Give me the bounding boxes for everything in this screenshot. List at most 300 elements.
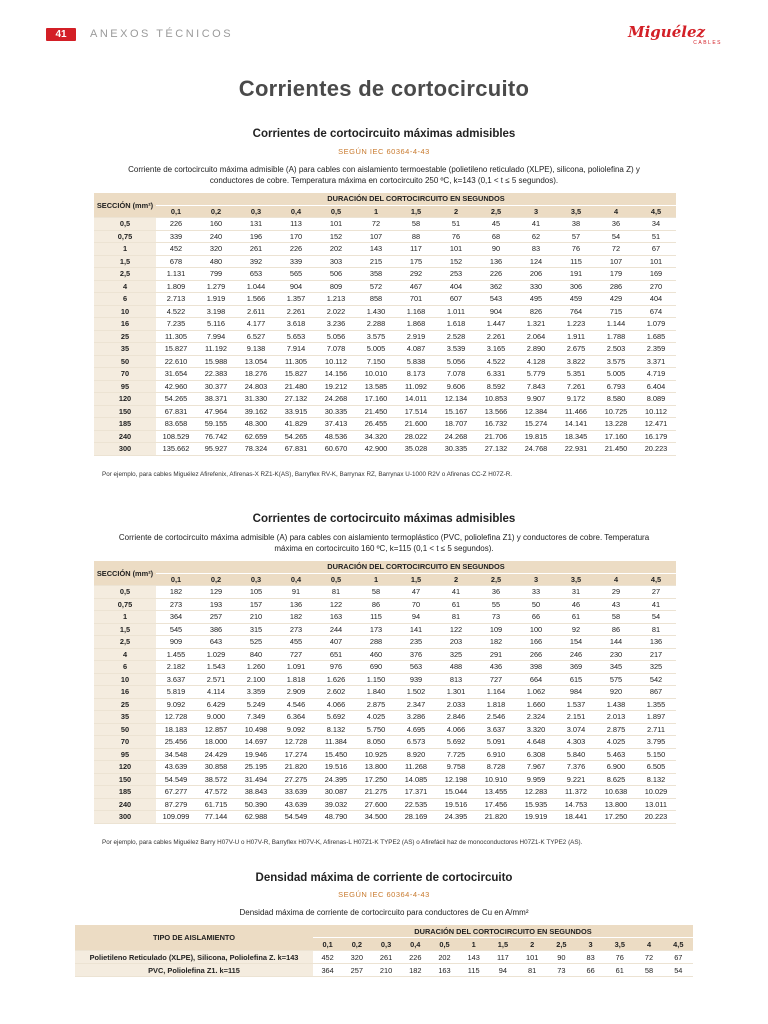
value-cell: 51 xyxy=(636,230,676,243)
section-3-norm: SEGÚN IEC 60364-4-43 xyxy=(338,890,430,899)
value-cell: 2.919 xyxy=(396,330,436,343)
value-cell: 436 xyxy=(476,661,516,674)
value-cell: 54.265 xyxy=(276,430,316,443)
value-cell: 764 xyxy=(556,305,596,318)
value-cell: 136 xyxy=(636,636,676,649)
value-cell: 77.144 xyxy=(196,811,236,824)
value-cell: 330 xyxy=(516,280,556,293)
table-header-row xyxy=(94,561,676,573)
duration-header-cell: 3,5 xyxy=(556,205,596,218)
value-cell: 101 xyxy=(636,255,676,268)
value-cell: 4.087 xyxy=(396,343,436,356)
value-cell: 210 xyxy=(236,611,276,624)
value-cell: 5.692 xyxy=(436,736,476,749)
value-cell: 215 xyxy=(356,255,396,268)
value-cell: 273 xyxy=(276,623,316,636)
table-row xyxy=(94,598,676,611)
value-cell: 2.875 xyxy=(356,698,396,711)
value-cell: 452 xyxy=(156,243,196,256)
value-cell: 15.044 xyxy=(436,786,476,799)
value-cell: 1.919 xyxy=(196,293,236,306)
value-cell: 813 xyxy=(436,673,476,686)
value-cell: 51 xyxy=(436,218,476,231)
value-cell: 266 xyxy=(516,648,556,661)
value-cell: 2.064 xyxy=(516,330,556,343)
value-cell: 2.359 xyxy=(636,343,676,356)
value-cell: 11.305 xyxy=(276,355,316,368)
value-cell: 94 xyxy=(488,964,517,977)
value-cell: 43.639 xyxy=(156,761,196,774)
duration-header-cell: 1 xyxy=(459,938,488,951)
value-cell: 4.114 xyxy=(196,686,236,699)
value-cell: 939 xyxy=(396,673,436,686)
value-cell: 1.818 xyxy=(476,698,516,711)
value-cell: 48.790 xyxy=(316,811,356,824)
duration-header-cell: 0,4 xyxy=(276,573,316,586)
section-2-description: Corriente de cortocircuito máxima admisible (A) para cables con aislamiento termoplástico (PVC, poliolefina Z1) y conductores de cobre. Temperatura máxima en cortocircuito 160 ºC, k=115 (0,1 < t ≤ 5 segundos). xyxy=(118,533,650,553)
short-circuit-table-xlpe xyxy=(94,193,676,456)
value-cell: 1.044 xyxy=(236,280,276,293)
table-header-row xyxy=(75,925,693,938)
duration-header-cell: 4 xyxy=(634,938,663,951)
row-label-cell: 150 xyxy=(94,405,156,418)
value-cell: 58 xyxy=(356,586,396,599)
value-cell: 113 xyxy=(276,218,316,231)
row-label-cell: 120 xyxy=(94,761,156,774)
value-cell: 480 xyxy=(196,255,236,268)
value-cell: 230 xyxy=(596,648,636,661)
value-cell: 8.592 xyxy=(476,380,516,393)
value-cell: 3.822 xyxy=(556,355,596,368)
value-cell: 21.450 xyxy=(356,405,396,418)
value-cell: 21.706 xyxy=(476,430,516,443)
value-cell: 54 xyxy=(596,230,636,243)
value-cell: 5.692 xyxy=(316,711,356,724)
value-cell: 1.079 xyxy=(636,318,676,331)
value-cell: 261 xyxy=(236,243,276,256)
value-cell: 7.235 xyxy=(156,318,196,331)
value-cell: 83.658 xyxy=(156,418,196,431)
value-cell: 563 xyxy=(396,661,436,674)
value-cell: 4.546 xyxy=(276,698,316,711)
value-cell: 643 xyxy=(196,636,236,649)
value-cell: 543 xyxy=(476,293,516,306)
value-cell: 41 xyxy=(436,586,476,599)
value-cell: 701 xyxy=(396,293,436,306)
row-label-cell: 0,75 xyxy=(94,598,156,611)
value-cell: 984 xyxy=(556,686,596,699)
value-cell: 8.580 xyxy=(596,393,636,406)
value-cell: 1.279 xyxy=(196,280,236,293)
value-cell: 11.305 xyxy=(156,330,196,343)
value-cell: 154 xyxy=(556,636,596,649)
value-cell: 565 xyxy=(276,268,316,281)
value-cell: 66 xyxy=(576,964,605,977)
value-cell: 4.177 xyxy=(236,318,276,331)
value-cell: 76.742 xyxy=(196,430,236,443)
value-cell: 24.768 xyxy=(516,443,556,456)
value-cell: 90 xyxy=(476,243,516,256)
value-cell: 1.091 xyxy=(276,661,316,674)
value-cell: 39.032 xyxy=(316,798,356,811)
row-label-cell: 1 xyxy=(94,611,156,624)
value-cell: 182 xyxy=(276,611,316,624)
value-cell: 124 xyxy=(516,255,556,268)
value-cell: 47.572 xyxy=(196,786,236,799)
value-cell: 495 xyxy=(516,293,556,306)
table-row xyxy=(94,736,676,749)
value-cell: 2.713 xyxy=(156,293,196,306)
table-row xyxy=(94,786,676,799)
value-cell: 4.066 xyxy=(316,698,356,711)
value-cell: 6.429 xyxy=(196,698,236,711)
section-label: ANEXOS TÉCNICOS xyxy=(90,28,234,40)
value-cell: 169 xyxy=(636,268,676,281)
value-cell: 62 xyxy=(516,230,556,243)
value-cell: 858 xyxy=(356,293,396,306)
value-cell: 196 xyxy=(236,230,276,243)
row-label-cell: 50 xyxy=(94,723,156,736)
value-cell: 9.221 xyxy=(556,773,596,786)
value-cell: 27.132 xyxy=(476,443,516,456)
section-1-norm: SEGÚN IEC 60364-4-43 xyxy=(338,147,430,156)
value-cell: 3.236 xyxy=(316,318,356,331)
value-cell: 107 xyxy=(356,230,396,243)
value-cell: 18.345 xyxy=(556,430,596,443)
value-cell: 81 xyxy=(316,586,356,599)
row-label-cell: 300 xyxy=(94,811,156,824)
value-cell: 651 xyxy=(316,648,356,661)
value-cell: 76 xyxy=(436,230,476,243)
table-row xyxy=(94,636,676,649)
duration-header-cell: 0,2 xyxy=(196,573,236,586)
value-cell: 203 xyxy=(436,636,476,649)
value-cell: 11.192 xyxy=(196,343,236,356)
table-row xyxy=(94,318,676,331)
value-cell: 404 xyxy=(436,280,476,293)
value-cell: 9.172 xyxy=(556,393,596,406)
value-cell: 364 xyxy=(156,611,196,624)
value-cell: 57 xyxy=(556,230,596,243)
value-cell: 15.827 xyxy=(276,368,316,381)
value-cell: 33.639 xyxy=(276,786,316,799)
row-label-cell: 120 xyxy=(94,393,156,406)
value-cell: 45 xyxy=(476,218,516,231)
value-cell: 2.324 xyxy=(516,711,556,724)
value-cell: 135.662 xyxy=(156,443,196,456)
duration-header-cell: 1,5 xyxy=(396,205,436,218)
value-cell: 488 xyxy=(436,661,476,674)
row-label-cell: 0,5 xyxy=(94,218,156,231)
value-cell: 3.286 xyxy=(396,711,436,724)
value-cell: 86 xyxy=(356,598,396,611)
row-label-cell: 185 xyxy=(94,786,156,799)
value-cell: 1.543 xyxy=(196,661,236,674)
value-cell: 67.831 xyxy=(276,443,316,456)
value-cell: 2.546 xyxy=(476,711,516,724)
value-cell: 6.364 xyxy=(276,711,316,724)
value-cell: 3.198 xyxy=(196,305,236,318)
duration-header-cell: 0,3 xyxy=(371,938,400,951)
value-cell: 193 xyxy=(196,598,236,611)
value-cell: 67 xyxy=(664,951,693,964)
row-label-cell: 2,5 xyxy=(94,268,156,281)
value-cell: 16.179 xyxy=(636,430,676,443)
value-cell: 30.858 xyxy=(196,761,236,774)
row-label-cell: 70 xyxy=(94,368,156,381)
value-cell: 170 xyxy=(276,230,316,243)
value-cell: 7.376 xyxy=(556,761,596,774)
value-cell: 25.195 xyxy=(236,761,276,774)
value-cell: 1.164 xyxy=(476,686,516,699)
table-row xyxy=(94,686,676,699)
value-cell: 10.029 xyxy=(636,786,676,799)
value-cell: 1.168 xyxy=(396,305,436,318)
value-cell: 46 xyxy=(556,598,596,611)
value-cell: 109 xyxy=(476,623,516,636)
value-cell: 24.395 xyxy=(316,773,356,786)
column-header-section: SECCIÓN (mm²) xyxy=(94,561,156,586)
value-cell: 4.025 xyxy=(596,736,636,749)
value-cell: 10.638 xyxy=(596,786,636,799)
value-cell: 2.033 xyxy=(436,698,476,711)
value-cell: 14.141 xyxy=(556,418,596,431)
value-cell: 61.715 xyxy=(196,798,236,811)
table-row xyxy=(94,723,676,736)
value-cell: 288 xyxy=(356,636,396,649)
value-cell: 240 xyxy=(196,230,236,243)
value-cell: 48.300 xyxy=(236,418,276,431)
value-cell: 54 xyxy=(664,964,693,977)
value-cell: 9.959 xyxy=(516,773,556,786)
value-cell: 542 xyxy=(636,673,676,686)
value-cell: 55 xyxy=(476,598,516,611)
value-cell: 206 xyxy=(516,268,556,281)
value-cell: 3.539 xyxy=(436,343,476,356)
duration-header-cell: 0,3 xyxy=(236,205,276,218)
value-cell: 1.566 xyxy=(236,293,276,306)
duration-header-cell: 0,5 xyxy=(430,938,459,951)
value-cell: 12.384 xyxy=(516,405,556,418)
value-cell: 94 xyxy=(396,611,436,624)
value-cell: 27.275 xyxy=(276,773,316,786)
value-cell: 12.728 xyxy=(276,736,316,749)
value-cell: 575 xyxy=(596,673,636,686)
row-label-cell: 35 xyxy=(94,711,156,724)
value-cell: 325 xyxy=(436,648,476,661)
value-cell: 11.268 xyxy=(396,761,436,774)
value-cell: 2.503 xyxy=(596,343,636,356)
value-cell: 292 xyxy=(396,268,436,281)
value-cell: 2.875 xyxy=(596,723,636,736)
value-cell: 73 xyxy=(476,611,516,624)
value-cell: 25.456 xyxy=(156,736,196,749)
value-cell: 15.988 xyxy=(196,355,236,368)
duration-header-cell: 2 xyxy=(436,205,476,218)
table-row xyxy=(94,280,676,293)
table-header-row xyxy=(94,193,676,205)
value-cell: 226 xyxy=(401,951,430,964)
value-cell: 7.078 xyxy=(316,343,356,356)
value-cell: 386 xyxy=(196,623,236,636)
value-cell: 4.648 xyxy=(516,736,556,749)
value-cell: 24.395 xyxy=(436,811,476,824)
short-circuit-table-pvc xyxy=(94,561,676,824)
value-cell: 105 xyxy=(236,586,276,599)
value-cell: 14.697 xyxy=(236,736,276,749)
value-cell: 17.160 xyxy=(356,393,396,406)
value-cell: 9.092 xyxy=(156,698,196,711)
value-cell: 50.390 xyxy=(236,798,276,811)
column-header-duration: DURACIÓN DEL CORTOCIRCUITO EN SEGUNDOS xyxy=(156,193,676,205)
value-cell: 152 xyxy=(436,255,476,268)
value-cell: 13.585 xyxy=(356,380,396,393)
value-cell: 467 xyxy=(396,280,436,293)
value-cell: 5.750 xyxy=(356,723,396,736)
value-cell: 6.404 xyxy=(636,380,676,393)
table-row xyxy=(94,230,676,243)
value-cell: 95.927 xyxy=(196,443,236,456)
value-cell: 1.357 xyxy=(276,293,316,306)
value-cell: 17.274 xyxy=(276,748,316,761)
value-cell: 429 xyxy=(596,293,636,306)
value-cell: 13.011 xyxy=(636,798,676,811)
value-cell: 5.150 xyxy=(636,748,676,761)
value-cell: 62.659 xyxy=(236,430,276,443)
value-cell: 235 xyxy=(396,636,436,649)
value-cell: 5.351 xyxy=(556,368,596,381)
value-cell: 54.549 xyxy=(156,773,196,786)
column-header-type: TIPO DE AISLAMIENTO xyxy=(75,925,313,951)
value-cell: 1.537 xyxy=(556,698,596,711)
value-cell: 286 xyxy=(596,280,636,293)
value-cell: 1.430 xyxy=(356,305,396,318)
value-cell: 157 xyxy=(236,598,276,611)
value-cell: 7.078 xyxy=(436,368,476,381)
value-cell: 36 xyxy=(476,586,516,599)
value-cell: 1.502 xyxy=(396,686,436,699)
value-cell: 141 xyxy=(396,623,436,636)
value-cell: 1.029 xyxy=(196,648,236,661)
value-cell: 376 xyxy=(396,648,436,661)
value-cell: 2.675 xyxy=(556,343,596,356)
value-cell: 22.610 xyxy=(156,355,196,368)
value-cell: 182 xyxy=(156,586,196,599)
value-cell: 4.522 xyxy=(476,355,516,368)
value-cell: 2.261 xyxy=(476,330,516,343)
duration-header-cell: 0,1 xyxy=(313,938,342,951)
section-2-note: Por ejemplo, para cables Miguélez Barry H07V-U o H07V-R, Barryflex H07V-K, Afirenas-L H07Z1-K TYPE2 (AS) o Afirefácil haz de monoconductores H07Z1-K TYPE2 (AS). xyxy=(102,839,583,846)
value-cell: 4.066 xyxy=(436,723,476,736)
table-row xyxy=(75,951,693,964)
value-cell: 10.112 xyxy=(636,405,676,418)
value-cell: 38.843 xyxy=(236,786,276,799)
value-cell: 19.815 xyxy=(516,430,556,443)
value-cell: 143 xyxy=(459,951,488,964)
value-cell: 11.372 xyxy=(556,786,596,799)
value-cell: 41 xyxy=(636,598,676,611)
value-cell: 81 xyxy=(518,964,547,977)
logo-subtext: CABLES xyxy=(693,40,722,46)
value-cell: 253 xyxy=(436,268,476,281)
duration-header-cell: 1,5 xyxy=(396,573,436,586)
row-label-cell: 240 xyxy=(94,798,156,811)
table-row xyxy=(75,964,693,977)
table-row xyxy=(94,698,676,711)
value-cell: 191 xyxy=(556,268,596,281)
duration-header-cell: 0,2 xyxy=(342,938,371,951)
value-cell: 1.685 xyxy=(636,330,676,343)
value-cell: 5.838 xyxy=(396,355,436,368)
row-label-cell: 4 xyxy=(94,648,156,661)
value-cell: 27 xyxy=(636,586,676,599)
row-label-cell: 1,5 xyxy=(94,623,156,636)
value-cell: 173 xyxy=(356,623,396,636)
value-cell: 3.575 xyxy=(356,330,396,343)
table-row xyxy=(94,268,676,281)
value-cell: 30.335 xyxy=(436,443,476,456)
value-cell: 8.132 xyxy=(636,773,676,786)
value-cell: 17.160 xyxy=(596,430,636,443)
row-label-cell: 1,5 xyxy=(94,255,156,268)
value-cell: 455 xyxy=(276,636,316,649)
value-cell: 166 xyxy=(516,636,556,649)
value-cell: 8.728 xyxy=(476,761,516,774)
value-cell: 545 xyxy=(156,623,196,636)
value-cell: 28.169 xyxy=(396,811,436,824)
value-cell: 12.283 xyxy=(516,786,556,799)
duration-header-cell: 0,1 xyxy=(156,205,196,218)
value-cell: 6.331 xyxy=(476,368,516,381)
value-cell: 315 xyxy=(236,623,276,636)
value-cell: 506 xyxy=(316,268,356,281)
value-cell: 398 xyxy=(516,661,556,674)
row-label-cell: 240 xyxy=(94,430,156,443)
value-cell: 179 xyxy=(596,268,636,281)
table-row xyxy=(94,443,676,456)
row-label-cell: 0,5 xyxy=(94,586,156,599)
value-cell: 8.625 xyxy=(596,773,636,786)
value-cell: 6.793 xyxy=(596,380,636,393)
table-row xyxy=(94,623,676,636)
value-cell: 9.907 xyxy=(516,393,556,406)
value-cell: 19.919 xyxy=(516,811,556,824)
value-cell: 10.925 xyxy=(356,748,396,761)
value-cell: 24.803 xyxy=(236,380,276,393)
value-cell: 100 xyxy=(516,623,556,636)
value-cell: 3.637 xyxy=(156,673,196,686)
value-cell: 15.827 xyxy=(156,343,196,356)
value-cell: 66 xyxy=(516,611,556,624)
value-cell: 83 xyxy=(576,951,605,964)
table-row xyxy=(94,761,676,774)
value-cell: 3.165 xyxy=(476,343,516,356)
row-label-cell: 2,5 xyxy=(94,636,156,649)
value-cell: 5.249 xyxy=(236,698,276,711)
value-cell: 131 xyxy=(236,218,276,231)
value-cell: 152 xyxy=(316,230,356,243)
value-cell: 1.618 xyxy=(436,318,476,331)
value-cell: 3.074 xyxy=(556,723,596,736)
value-cell: 67.277 xyxy=(156,786,196,799)
table-row xyxy=(94,355,676,368)
value-cell: 115 xyxy=(556,255,596,268)
duration-header-cell: 3,5 xyxy=(605,938,634,951)
value-cell: 867 xyxy=(636,686,676,699)
value-cell: 72 xyxy=(634,951,663,964)
value-cell: 122 xyxy=(316,598,356,611)
page-title: Corrientes de cortocircuito xyxy=(238,76,530,101)
